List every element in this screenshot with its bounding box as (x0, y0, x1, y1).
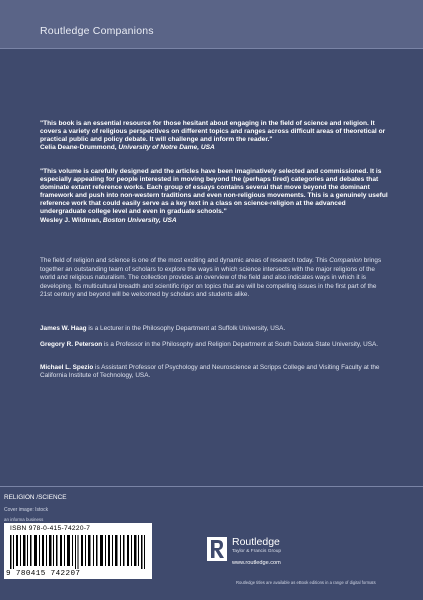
quote-attribution: Wesley J. Wildman, Boston University, USA (40, 216, 177, 224)
publisher-url[interactable]: www.routledge.com (232, 560, 281, 566)
routledge-logo-icon (207, 537, 227, 561)
quote-attribution: Celia Deane-Drummond, University of Notre Dame, USA (40, 144, 215, 152)
barcode-block (4, 523, 152, 579)
editor-name: Michael L. Spezio (40, 364, 94, 371)
publisher-group: Taylor & Francis Group (232, 549, 282, 554)
editor-bio-1 (40, 325, 392, 333)
editor-name: Gregory R. Peterson (40, 341, 103, 348)
endorsement-quote-1 (40, 120, 388, 152)
description-italic-title: Companion (329, 257, 362, 264)
quote-text: "This book is an essential resource for those hesitant about engaging in the field of science and religion. It covers a variety of religious perspectives on different topics and ranges across difficult areas of theoretical or practical public and policy debate. It will challenge and inform the reader." (40, 120, 386, 144)
cover-credit: Cover image: Istock (4, 507, 49, 513)
series-header-bar (0, 0, 423, 48)
imprint-line: an informa business (4, 517, 44, 522)
quote-affiliation: Boston University, USA (102, 216, 177, 224)
editor-bio-2 (40, 341, 392, 349)
editor-bio-3 (40, 364, 392, 381)
barcode-icon (10, 535, 146, 569)
subject-category: RELIGION /SCIENCE (4, 494, 67, 501)
isbn: ISBN 978-0-415-74220-7 (10, 525, 91, 532)
editor-name: James W. Haag (40, 325, 87, 332)
description-text-end: brings together an outstanding team of scholars to explore the ways in which science intersects with the major religions of the world and religious naturalism. The collection provides an overview of the field and also indicates ways in which it is developing. Its multicultural breadth and scientific rigor on topics that are will be compelling issues in the first part of the 21st century and beyond will be welcomed by scholars and students alike. (40, 257, 382, 299)
quote-affiliation: University of Notre Dame, USA (118, 144, 215, 152)
quote-author: Wesley J. Wildman (40, 216, 100, 224)
publisher-name: Routledge (232, 536, 280, 548)
footer-divider (0, 486, 423, 487)
quote-author: Celia Deane-Drummond (40, 144, 115, 152)
endorsement-quote-2 (40, 168, 388, 225)
quote-text: "This volume is carefully designed and the articles have been imaginatively selected and commissioned. It is especially appealing for people interested in moving beyond the (perhaps tired) categories and debates that dominate extant reference works. Each group of essays contains several that move beyond the dominant framework and push into non-western traditions and even non-religious movements. This is a genuinely useful reference work that could easily serve as a key text in a class on science-religion at the advanced undergraduate college level and even in graduate schools." (40, 168, 388, 216)
editor-bio-text: is Assistant Professor of Psychology and Neuroscience at Scripps College and Visiting Faculty at the California Institute of Technology, USA. (40, 364, 380, 380)
series-title: Routledge Companions (40, 25, 154, 37)
editor-bio-text: is a Professor in the Philosophy and Religion Department at South Dakota State University, USA. (102, 341, 379, 348)
header-divider (0, 48, 423, 49)
ebook-note: Routledge titles are available as eBook editions in a range of digital formats (236, 580, 376, 585)
description-text-start: The field of religion and science is one of the most exciting and dynamic areas of research today. This (40, 257, 330, 264)
barcode-number: 9 780415 742207 (6, 570, 81, 578)
book-description (40, 257, 390, 300)
editor-bio-text: is a Lecturer in the Philosophy Department at Suffolk University, USA. (86, 325, 286, 332)
